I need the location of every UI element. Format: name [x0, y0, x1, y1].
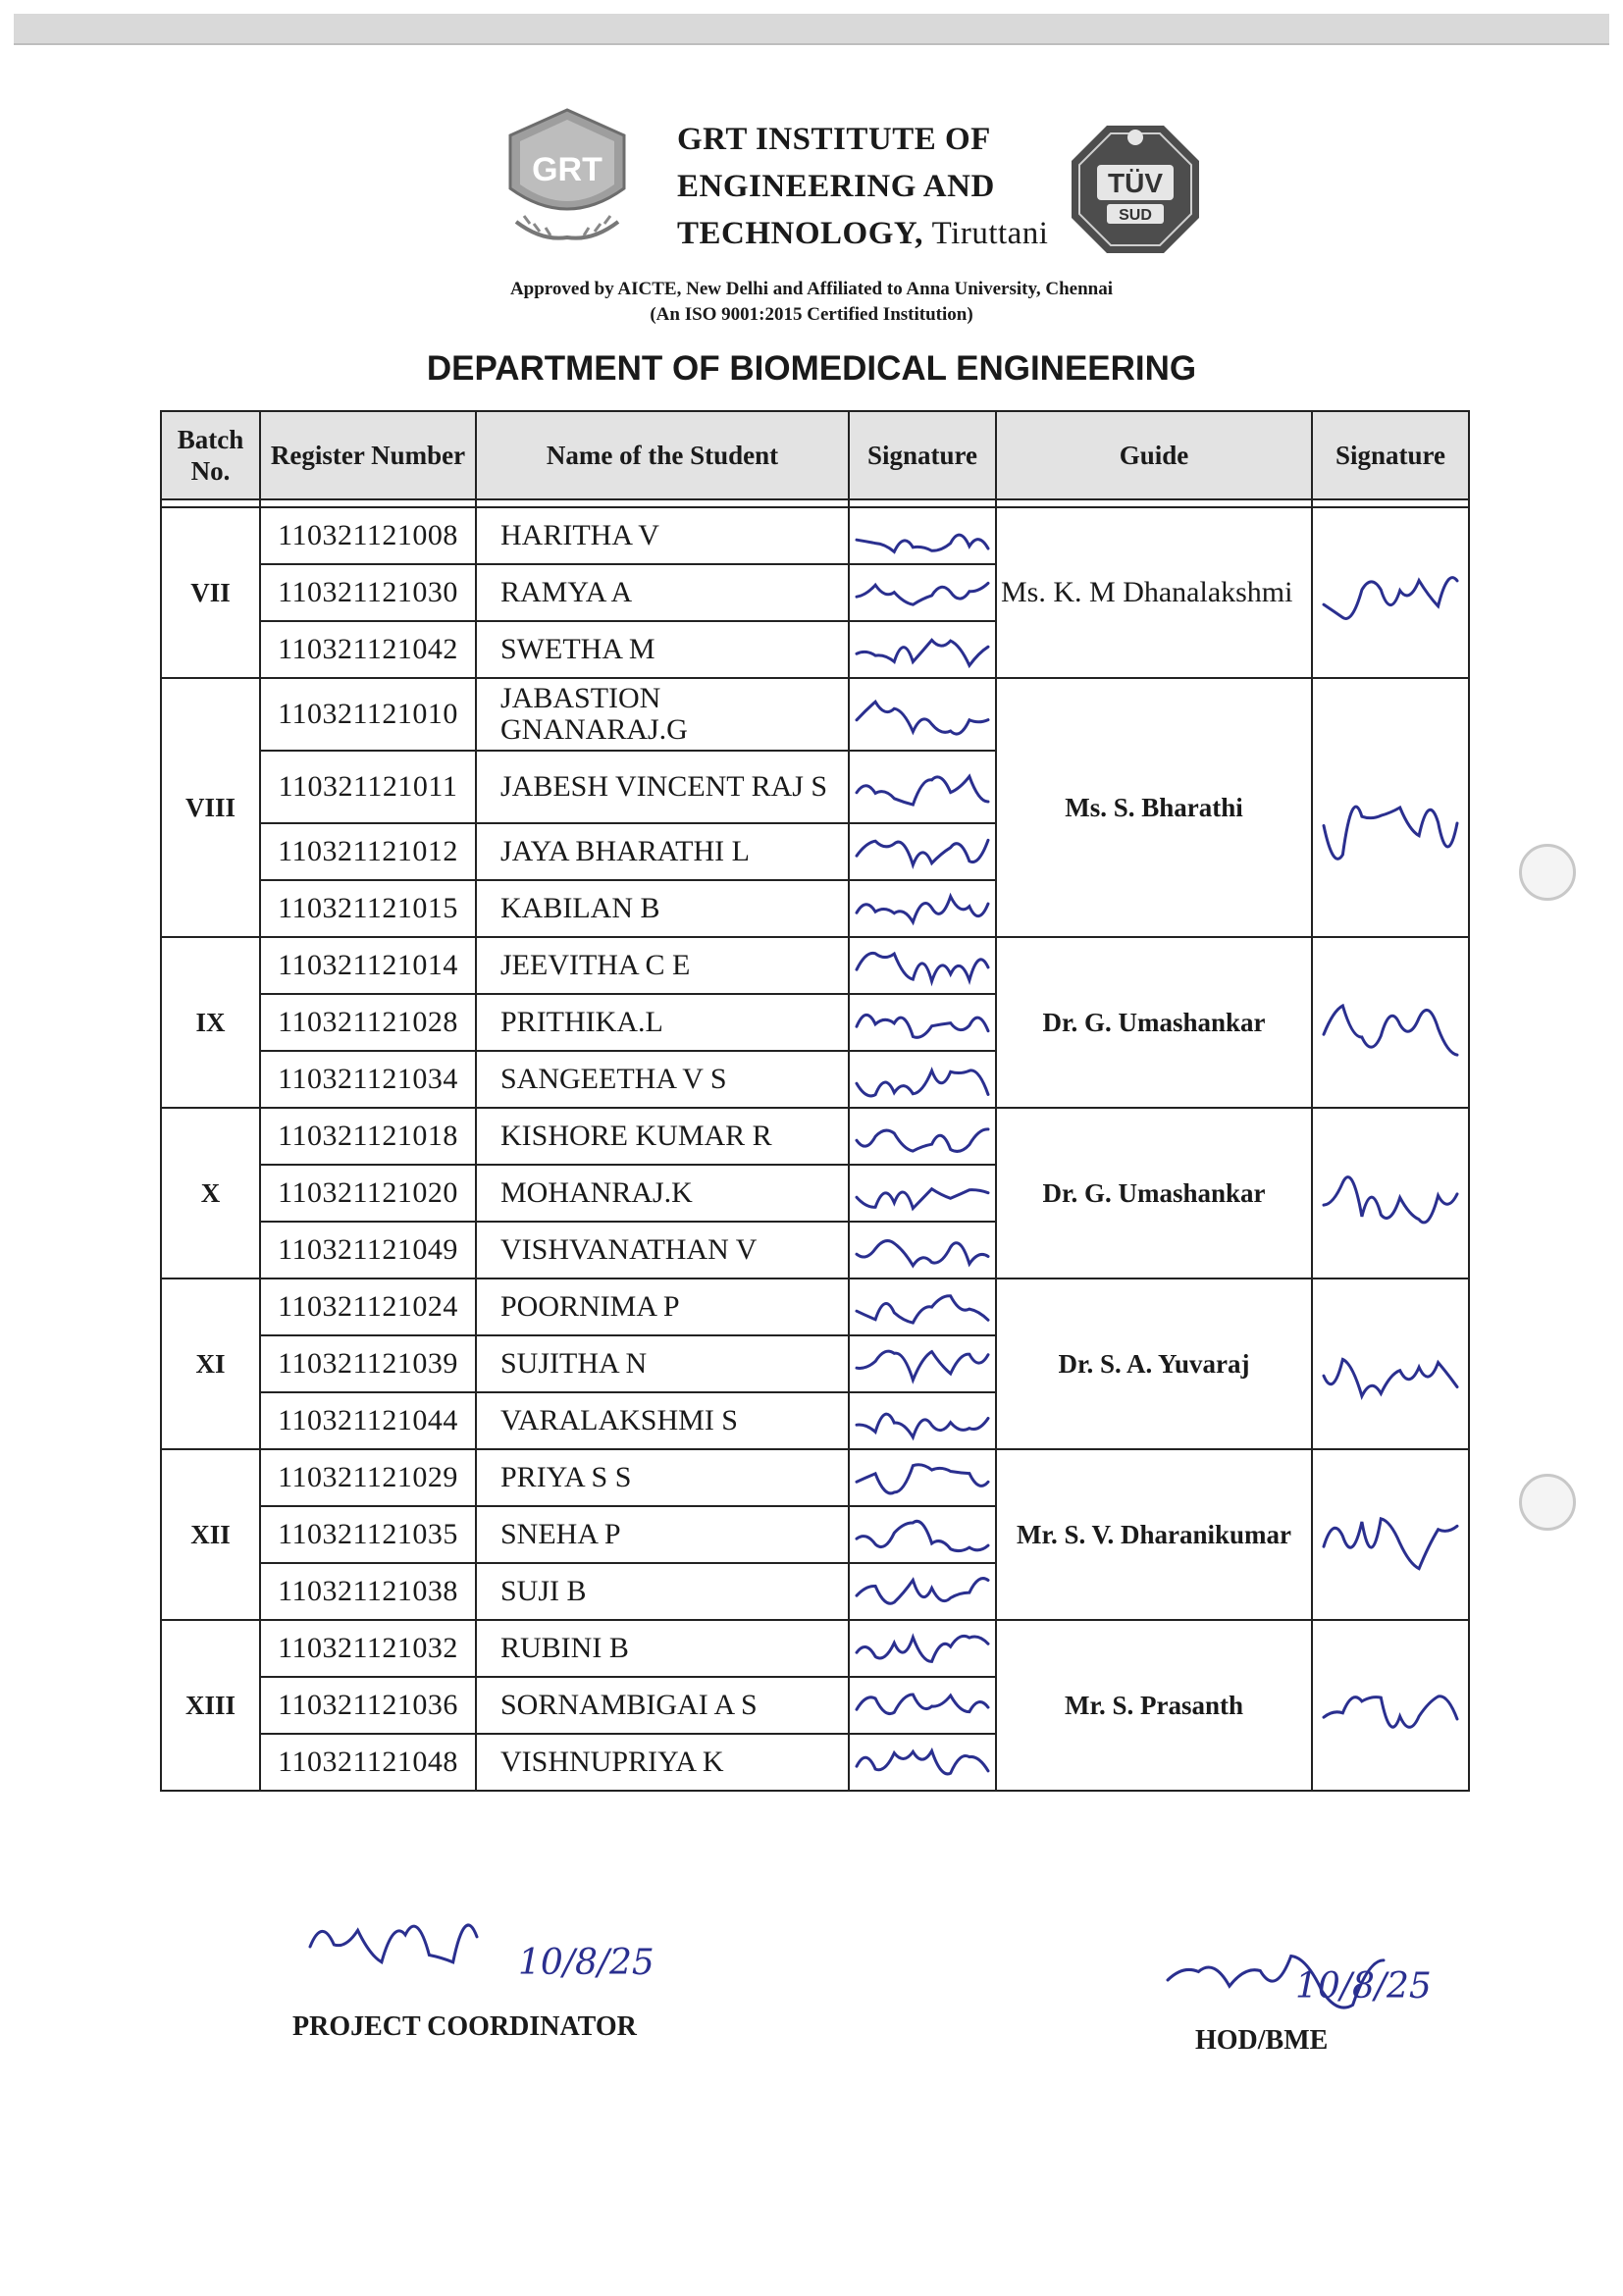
student-name: JABASTION GNANARAJ.G [476, 678, 849, 751]
register-number: 110321121032 [260, 1620, 476, 1677]
table-header-row [161, 411, 1469, 499]
register-number: 110321121018 [260, 1108, 476, 1165]
table-row [161, 1278, 1469, 1335]
register-number: 110321121049 [260, 1222, 476, 1278]
student-signature-cell [849, 1734, 996, 1791]
register-number: 110321121038 [260, 1563, 476, 1620]
student-signature-cell [849, 823, 996, 880]
batch-number: XI [161, 1278, 260, 1449]
student-signature-cell [849, 1563, 996, 1620]
svg-text:TÜV: TÜV [1108, 168, 1163, 198]
register-number: 110321121034 [260, 1051, 476, 1108]
guide-signature-cell [1312, 1278, 1469, 1449]
punch-hole [1519, 1474, 1576, 1531]
guide-signature-cell [1312, 1108, 1469, 1278]
student-name: RAMYA A [476, 564, 849, 621]
batch-number: XIII [161, 1620, 260, 1791]
hod-signature [1168, 1957, 1384, 2009]
student-signature-cell [849, 621, 996, 678]
student-name: SORNAMBIGAI A S [476, 1677, 849, 1734]
student-signature-cell [849, 1165, 996, 1222]
institute-city: Tiruttani [931, 216, 1049, 251]
student-name: POORNIMA P [476, 1278, 849, 1335]
student-signature-cell [849, 1506, 996, 1563]
batch-number: VII [161, 507, 260, 678]
batch-number: IX [161, 937, 260, 1108]
student-name: VISHNUPRIYA K [476, 1734, 849, 1791]
svg-text:GRT: GRT [532, 151, 602, 188]
batch-number: X [161, 1108, 260, 1278]
student-signature-cell [849, 1620, 996, 1677]
svg-text:SUD: SUD [1119, 207, 1152, 224]
guide-name: Dr. G. Umashankar [996, 1108, 1312, 1278]
register-number: 110321121044 [260, 1392, 476, 1449]
punch-hole [1519, 844, 1576, 901]
guide-name: Ms. S. Bharathi [996, 678, 1312, 937]
student-name: RUBINI B [476, 1620, 849, 1677]
register-number: 110321121042 [260, 621, 476, 678]
table-row [161, 678, 1469, 751]
guide-signature-cell [1312, 507, 1469, 678]
student-signature-cell [849, 937, 996, 994]
student-name: JABESH VINCENT RAJ S [476, 751, 849, 823]
guide-name: Dr. G. Umashankar [996, 937, 1312, 1108]
register-number: 110321121010 [260, 678, 476, 751]
table-row [161, 507, 1469, 564]
student-name: SUJITHA N [476, 1335, 849, 1392]
batch-number: XII [161, 1449, 260, 1620]
project-coordinator-label: PROJECT COORDINATOR [292, 2011, 637, 2042]
register-number: 110321121015 [260, 880, 476, 937]
student-signature-cell [849, 1392, 996, 1449]
header-guide-signature: Signature [1312, 411, 1469, 499]
student-signature-cell [849, 1108, 996, 1165]
guide-signature-cell [1312, 1449, 1469, 1620]
student-name: KABILAN B [476, 880, 849, 937]
student-signature-cell [849, 1051, 996, 1108]
student-name: PRITHIKA.L [476, 994, 849, 1051]
guide-signature-cell [1312, 1620, 1469, 1791]
guide-name: Ms. K. M Dhanalakshmi [996, 507, 1312, 678]
register-number: 110321121012 [260, 823, 476, 880]
spacer-cell [260, 499, 476, 507]
student-name: JEEVITHA C E [476, 937, 849, 994]
student-signature-cell [849, 1449, 996, 1506]
student-name: SUJI B [476, 1563, 849, 1620]
header-student-name: Name of the Student [476, 411, 849, 499]
header-register-number: Register Number [260, 411, 476, 499]
guide-signature-cell [1312, 678, 1469, 937]
hod-date: 10/8/25 [1295, 1966, 1432, 2007]
batch-number: VIII [161, 678, 260, 937]
project-coordinator-signature [310, 1925, 477, 1962]
student-signature-cell [849, 1278, 996, 1335]
register-number: 110321121036 [260, 1677, 476, 1734]
table-row [161, 937, 1469, 994]
student-name: MOHANRAJ.K [476, 1165, 849, 1222]
header-guide: Guide [996, 411, 1312, 499]
project-coordinator-date: 10/8/25 [518, 1943, 654, 1983]
institute-line-1: GRT INSTITUTE OF [677, 122, 991, 157]
spacer-cell [1312, 499, 1469, 507]
student-signature-cell [849, 994, 996, 1051]
header-student-signature: Signature [849, 411, 996, 499]
institute-name [677, 116, 1048, 257]
register-number: 110321121028 [260, 994, 476, 1051]
table-row [161, 1108, 1469, 1165]
table-spacer-row [161, 499, 1469, 507]
scan-edge-line [14, 43, 1609, 45]
student-name: SWETHA M [476, 621, 849, 678]
register-number: 110321121030 [260, 564, 476, 621]
hod-label: HOD/BME [1195, 2025, 1329, 2056]
student-signature-cell [849, 1222, 996, 1278]
student-name: KISHORE KUMAR R [476, 1108, 849, 1165]
approval-statement [0, 277, 1623, 328]
student-name: VARALAKSHMI S [476, 1392, 849, 1449]
department-title: DEPARTMENT OF BIOMEDICAL ENGINEERING [426, 349, 1197, 388]
student-signature-cell [849, 507, 996, 564]
student-name: VISHVANATHAN V [476, 1222, 849, 1278]
tuv-certification-badge [1068, 122, 1203, 257]
student-name: SANGEETHA V S [476, 1051, 849, 1108]
student-signature-cell [849, 880, 996, 937]
student-signature-cell [849, 1335, 996, 1392]
spacer-cell [476, 499, 849, 507]
register-number: 110321121039 [260, 1335, 476, 1392]
grt-logo [502, 106, 632, 251]
register-number: 110321121020 [260, 1165, 476, 1222]
guide-name: Mr. S. V. Dharanikumar [996, 1449, 1312, 1620]
student-name: PRIYA S S [476, 1449, 849, 1506]
student-signature-cell [849, 564, 996, 621]
table-row [161, 1620, 1469, 1677]
register-number: 110321121011 [260, 751, 476, 823]
register-number: 110321121014 [260, 937, 476, 994]
spacer-cell [849, 499, 996, 507]
student-signature-cell [849, 678, 996, 751]
header-batch-no: Batch No. [161, 411, 260, 499]
guide-name: Dr. S. A. Yuvaraj [996, 1278, 1312, 1449]
spacer-cell [996, 499, 1312, 507]
student-signature-cell [849, 751, 996, 823]
scan-edge-bar [14, 14, 1609, 43]
student-name: JAYA BHARATHI L [476, 823, 849, 880]
approval-line-1: Approved by AICTE, New Delhi and Affiliated to Anna University, Chennai [509, 279, 1114, 299]
register-number: 110321121008 [260, 507, 476, 564]
student-signature-cell [849, 1677, 996, 1734]
institute-line-2: ENGINEERING AND [677, 169, 995, 204]
register-number: 110321121048 [260, 1734, 476, 1791]
student-name: SNEHA P [476, 1506, 849, 1563]
register-number: 110321121029 [260, 1449, 476, 1506]
student-name: HARITHA V [476, 507, 849, 564]
guide-name: Mr. S. Prasanth [996, 1620, 1312, 1791]
approval-line-2: (An ISO 9001:2015 Certified Institution) [650, 304, 973, 325]
project-batch-table [160, 410, 1470, 1792]
register-number: 110321121035 [260, 1506, 476, 1563]
guide-signature-cell [1312, 937, 1469, 1108]
table-row [161, 1449, 1469, 1506]
institute-line-3: TECHNOLOGY, [677, 216, 923, 251]
spacer-cell [161, 499, 260, 507]
register-number: 110321121024 [260, 1278, 476, 1335]
